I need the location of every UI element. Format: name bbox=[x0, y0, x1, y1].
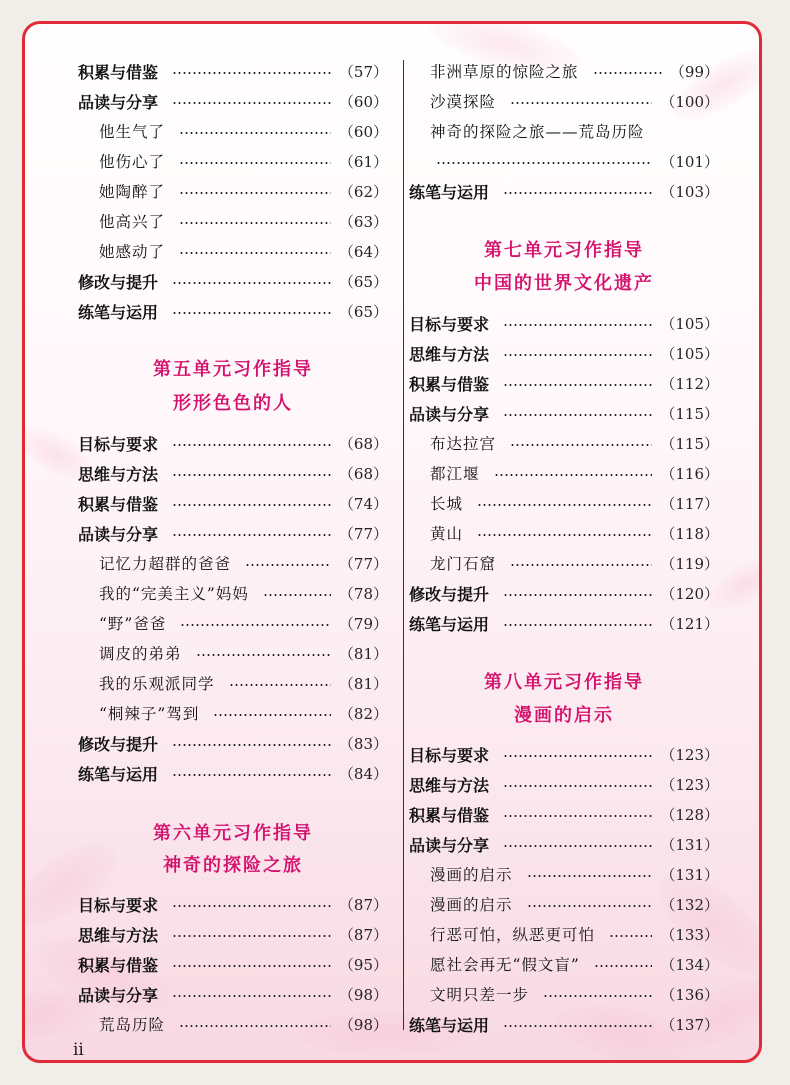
entry-label: 品读与分享 bbox=[78, 524, 159, 544]
dot-leader bbox=[510, 564, 652, 566]
entry-page: （116） bbox=[660, 464, 719, 483]
entry-label: 她陶醉了 bbox=[99, 183, 166, 201]
entry-label: 我的乐观派同学 bbox=[99, 675, 215, 693]
entry-label: “桐辣子”驾到 bbox=[99, 705, 200, 723]
entry-label: 练笔与运用 bbox=[78, 764, 159, 784]
entry-label: 他高兴了 bbox=[99, 213, 166, 231]
toc-entry[interactable] bbox=[99, 1012, 388, 1036]
entry-label: 品读与分享 bbox=[409, 404, 490, 424]
dot-leader bbox=[245, 564, 331, 566]
entry-page: （134） bbox=[660, 955, 719, 974]
dot-leader bbox=[263, 594, 331, 596]
toc-entry[interactable] bbox=[78, 461, 388, 485]
entry-page: （128） bbox=[660, 805, 719, 824]
entry-page: （63） bbox=[338, 212, 388, 231]
dot-leader bbox=[503, 785, 652, 787]
toc-entry[interactable] bbox=[99, 119, 388, 143]
entry-page: （81） bbox=[338, 644, 388, 663]
entry-label: 都江堰 bbox=[430, 465, 480, 483]
entry-label: 修改与提升 bbox=[78, 734, 159, 754]
entry-page: （79） bbox=[338, 614, 388, 633]
entry-label: 我的“完美主义”妈妈 bbox=[99, 585, 249, 603]
dot-leader bbox=[229, 684, 331, 686]
dot-leader bbox=[172, 534, 331, 536]
entry-label: 思维与方法 bbox=[409, 775, 490, 795]
toc-entry[interactable] bbox=[430, 461, 719, 485]
entry-label: 积累与借鉴 bbox=[78, 494, 159, 514]
dot-leader bbox=[527, 905, 653, 907]
entry-label: 文明只差一步 bbox=[430, 986, 530, 1004]
column-divider bbox=[403, 60, 404, 1030]
entry-page: （115） bbox=[660, 404, 719, 423]
entry-page: （103） bbox=[660, 182, 719, 201]
dot-leader bbox=[172, 744, 331, 746]
entry-page: （82） bbox=[338, 704, 388, 723]
toc-entry[interactable] bbox=[430, 491, 719, 515]
dot-leader bbox=[503, 414, 652, 416]
unit-7-title: 第七单元习作指导 bbox=[484, 240, 644, 261]
toc-entry[interactable] bbox=[409, 371, 719, 395]
entry-page: （115） bbox=[660, 434, 719, 453]
toc-entry[interactable] bbox=[430, 922, 719, 946]
entry-label: 品读与分享 bbox=[409, 835, 490, 855]
toc-entry[interactable] bbox=[409, 772, 719, 796]
dot-leader bbox=[179, 192, 331, 194]
dot-leader bbox=[196, 654, 331, 656]
entry-page: （123） bbox=[660, 745, 719, 764]
dot-leader bbox=[494, 474, 653, 476]
dot-leader bbox=[503, 594, 652, 596]
dot-leader bbox=[593, 72, 662, 74]
dot-leader bbox=[172, 504, 331, 506]
toc-entry[interactable] bbox=[430, 521, 719, 545]
entry-page: （99） bbox=[669, 62, 719, 81]
unit-5-subtitle: 形形色色的人 bbox=[173, 393, 293, 414]
dot-leader bbox=[477, 534, 652, 536]
entry-label: 目标与要求 bbox=[409, 314, 490, 334]
toc-entry[interactable] bbox=[78, 521, 388, 545]
dot-leader bbox=[527, 875, 653, 877]
dot-leader bbox=[172, 474, 331, 476]
toc-entry[interactable] bbox=[99, 701, 388, 725]
dot-leader bbox=[477, 504, 652, 506]
toc-entry[interactable] bbox=[430, 982, 719, 1006]
entry-label: 行恶可怕，纵恶更可怕 bbox=[430, 926, 596, 944]
entry-label: 布达拉宫 bbox=[430, 435, 497, 453]
entry-label: 龙门石窟 bbox=[430, 555, 497, 573]
entry-label: 他生气了 bbox=[99, 123, 166, 141]
entry-label: 思维与方法 bbox=[409, 344, 490, 364]
unit-6-title: 第六单元习作指导 bbox=[153, 823, 313, 844]
dot-leader bbox=[503, 354, 652, 356]
dot-leader bbox=[172, 282, 331, 284]
dot-leader bbox=[172, 905, 331, 907]
entry-page: （87） bbox=[338, 895, 388, 914]
entry-label: 目标与要求 bbox=[78, 895, 159, 915]
dot-leader bbox=[172, 102, 331, 104]
toc-entry-wrapped-leader[interactable] bbox=[430, 149, 719, 173]
toc-entry[interactable] bbox=[78, 761, 388, 785]
toc-entry[interactable] bbox=[78, 59, 388, 83]
dot-leader bbox=[180, 624, 331, 626]
toc-entry[interactable] bbox=[430, 59, 719, 83]
entry-page: （118） bbox=[660, 524, 719, 543]
unit-6-subtitle: 神奇的探险之旅 bbox=[163, 855, 303, 876]
toc-page bbox=[22, 21, 762, 1063]
dot-leader bbox=[179, 1025, 331, 1027]
dot-leader bbox=[172, 444, 331, 446]
toc-entry[interactable] bbox=[409, 1012, 719, 1036]
unit-5-title: 第五单元习作指导 bbox=[153, 359, 313, 380]
entry-page: （98） bbox=[338, 1015, 388, 1034]
entry-label: 练笔与运用 bbox=[409, 182, 490, 202]
toc-entry[interactable] bbox=[99, 209, 388, 233]
entry-page: （100） bbox=[660, 92, 719, 111]
dot-leader bbox=[510, 444, 652, 446]
entry-page: （62） bbox=[338, 182, 388, 201]
entry-label: 思维与方法 bbox=[78, 925, 159, 945]
entry-label: 练笔与运用 bbox=[409, 1015, 490, 1035]
entry-page: （83） bbox=[338, 734, 388, 753]
entry-label: 积累与借鉴 bbox=[409, 374, 490, 394]
entry-label: 思维与方法 bbox=[78, 464, 159, 484]
dot-leader bbox=[543, 995, 652, 997]
dot-leader bbox=[172, 965, 331, 967]
toc-entry[interactable] bbox=[409, 611, 719, 635]
entry-page: （112） bbox=[660, 374, 719, 393]
entry-page: （64） bbox=[338, 242, 388, 261]
entry-label: 记忆力超群的爸爸 bbox=[99, 555, 232, 573]
entry-page: （74） bbox=[338, 494, 388, 513]
toc-entry[interactable] bbox=[78, 892, 388, 916]
toc-entry[interactable] bbox=[78, 299, 388, 323]
toc-entry[interactable] bbox=[409, 341, 719, 365]
toc-entry[interactable] bbox=[409, 401, 719, 425]
entry-label: “野”爸爸 bbox=[99, 615, 167, 633]
toc-entry[interactable] bbox=[99, 641, 388, 665]
dot-leader bbox=[436, 162, 652, 164]
entry-label: 修改与提升 bbox=[78, 272, 159, 292]
entry-page: （123） bbox=[660, 775, 719, 794]
toc-entry[interactable] bbox=[409, 179, 719, 203]
dot-leader bbox=[172, 312, 331, 314]
toc-entry[interactable] bbox=[99, 179, 388, 203]
toc-entry[interactable] bbox=[78, 952, 388, 976]
toc-entry[interactable] bbox=[99, 551, 388, 575]
entry-page: （120） bbox=[660, 584, 719, 603]
toc-entry[interactable] bbox=[78, 491, 388, 515]
entry-page: （65） bbox=[338, 302, 388, 321]
entry-label: 修改与提升 bbox=[409, 584, 490, 604]
dot-leader bbox=[594, 965, 653, 967]
entry-page: （131） bbox=[660, 865, 719, 884]
toc-entry[interactable] bbox=[99, 671, 388, 695]
dot-leader bbox=[503, 845, 652, 847]
entry-label: 长城 bbox=[430, 495, 464, 513]
toc-entry[interactable] bbox=[409, 832, 719, 856]
entry-page: （95） bbox=[338, 955, 388, 974]
toc-entry[interactable] bbox=[99, 239, 388, 263]
toc-entry[interactable] bbox=[430, 431, 719, 455]
entry-page: （121） bbox=[660, 614, 719, 633]
dot-leader bbox=[179, 222, 331, 224]
entry-label: 品读与分享 bbox=[78, 92, 159, 112]
toc-entry[interactable] bbox=[78, 89, 388, 113]
entry-page: （68） bbox=[338, 464, 388, 483]
toc-entry[interactable] bbox=[78, 922, 388, 946]
dot-leader bbox=[179, 162, 331, 164]
toc-entry[interactable] bbox=[78, 982, 388, 1006]
entry-page: （61） bbox=[338, 152, 388, 171]
toc-entry[interactable] bbox=[409, 311, 719, 335]
toc-entry[interactable] bbox=[430, 862, 719, 886]
dot-leader bbox=[503, 624, 652, 626]
toc-entry[interactable] bbox=[409, 742, 719, 766]
entry-page: （57） bbox=[338, 62, 388, 81]
entry-label: 漫画的启示 bbox=[430, 866, 513, 884]
unit-8-subtitle: 漫画的启示 bbox=[514, 705, 614, 726]
toc-entry[interactable] bbox=[430, 551, 719, 575]
entry-label: 积累与借鉴 bbox=[409, 805, 490, 825]
entry-label: 荒岛历险 bbox=[99, 1016, 166, 1034]
entry-page: （84） bbox=[338, 764, 388, 783]
entry-page: （119） bbox=[660, 554, 719, 573]
toc-entry[interactable] bbox=[78, 269, 388, 293]
page-folio: ii bbox=[73, 1040, 84, 1060]
entry-page: （77） bbox=[338, 554, 388, 573]
entry-label: 漫画的启示 bbox=[430, 896, 513, 914]
dot-leader bbox=[172, 995, 331, 997]
entry-label: 调皮的弟弟 bbox=[99, 645, 182, 663]
entry-label: 沙漠探险 bbox=[430, 93, 497, 111]
entry-page: （98） bbox=[338, 985, 388, 1004]
toc-entry[interactable] bbox=[78, 731, 388, 755]
entry-label: 目标与要求 bbox=[409, 745, 490, 765]
entry-label: 品读与分享 bbox=[78, 985, 159, 1005]
entry-page: （78） bbox=[338, 584, 388, 603]
entry-label: 练笔与运用 bbox=[409, 614, 490, 634]
entry-page: （68） bbox=[338, 434, 388, 453]
entry-page: （133） bbox=[660, 925, 719, 944]
toc-entry[interactable] bbox=[99, 611, 388, 635]
entry-page: （77） bbox=[338, 524, 388, 543]
entry-page: （132） bbox=[660, 895, 719, 914]
entry-label: 她感动了 bbox=[99, 243, 166, 261]
dot-leader bbox=[510, 102, 652, 104]
entry-page: （131） bbox=[660, 835, 719, 854]
entry-label: 他伤心了 bbox=[99, 153, 166, 171]
entry-page: （87） bbox=[338, 925, 388, 944]
entry-page: （117） bbox=[660, 494, 719, 513]
toc-entry[interactable] bbox=[430, 952, 719, 976]
dot-leader bbox=[503, 324, 652, 326]
toc-entry[interactable] bbox=[99, 149, 388, 173]
dot-leader bbox=[213, 714, 331, 716]
dot-leader bbox=[172, 935, 331, 937]
dot-leader bbox=[503, 192, 652, 194]
entry-label: 神奇的探险之旅——荒岛历险 bbox=[430, 123, 645, 141]
toc-entry[interactable] bbox=[99, 581, 388, 605]
toc-entry[interactable] bbox=[409, 581, 719, 605]
toc-entry[interactable] bbox=[78, 431, 388, 455]
dot-leader bbox=[172, 72, 331, 74]
entry-page: （60） bbox=[338, 92, 388, 111]
dot-leader bbox=[503, 384, 652, 386]
entry-page: （105） bbox=[660, 314, 719, 333]
entry-label: 练笔与运用 bbox=[78, 302, 159, 322]
entry-label: 积累与借鉴 bbox=[78, 955, 159, 975]
entry-label: 黄山 bbox=[430, 525, 464, 543]
dot-leader bbox=[503, 755, 652, 757]
dot-leader bbox=[503, 815, 652, 817]
entry-label: 积累与借鉴 bbox=[78, 62, 159, 82]
unit-8-title: 第八单元习作指导 bbox=[484, 672, 644, 693]
entry-page: （65） bbox=[338, 272, 388, 291]
dot-leader bbox=[503, 1025, 652, 1027]
dot-leader bbox=[609, 935, 652, 937]
entry-label: 非洲草原的惊险之旅 bbox=[430, 63, 579, 81]
entry-page: （81） bbox=[338, 674, 388, 693]
entry-page: （136） bbox=[660, 985, 719, 1004]
toc-entry[interactable] bbox=[409, 802, 719, 826]
entry-label: 愿社会再无“假文盲” bbox=[430, 956, 580, 974]
unit-7-subtitle: 中国的世界文化遗产 bbox=[474, 273, 654, 294]
toc-entry[interactable] bbox=[430, 892, 719, 916]
entry-page: （137） bbox=[660, 1015, 719, 1034]
toc-entry-wrapped[interactable] bbox=[430, 119, 719, 143]
entry-page: （60） bbox=[338, 122, 388, 141]
entry-page: （105） bbox=[660, 344, 719, 363]
entry-label: 目标与要求 bbox=[78, 434, 159, 454]
dot-leader bbox=[179, 252, 331, 254]
dot-leader bbox=[179, 132, 331, 134]
dot-leader bbox=[172, 774, 331, 776]
entry-page: （101） bbox=[660, 152, 719, 171]
toc-entry[interactable] bbox=[430, 89, 719, 113]
